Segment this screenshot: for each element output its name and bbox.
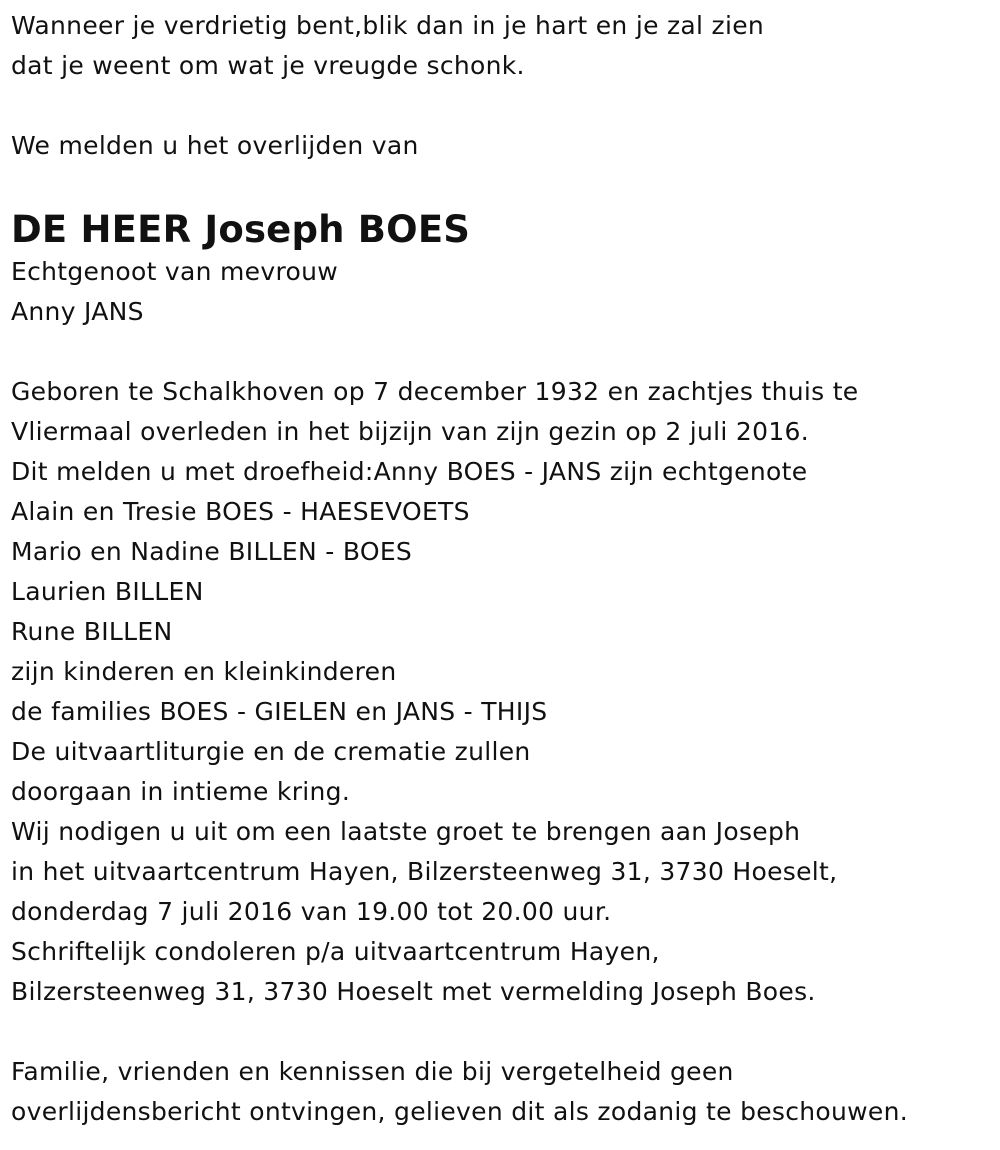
poem-line-2: dat je weent om wat je vreugde schonk. bbox=[11, 51, 525, 80]
body-line: Vliermaal overleden in het bijzijn van zijn gezin op 2 juli 2016. bbox=[11, 417, 809, 446]
body-line: De uitvaartliturgie en de crematie zullen bbox=[11, 737, 531, 766]
intro-text: We melden u het overlijden van bbox=[11, 131, 419, 160]
body-line: Wij nodigen u uit om een laatste groet te brengen aan Joseph bbox=[11, 817, 801, 846]
body-line: in het uitvaartcentrum Hayen, Bilzersteenweg 31, 3730 Hoeselt, bbox=[11, 857, 838, 886]
body-line: zijn kinderen en kleinkinderen bbox=[11, 657, 397, 686]
body-line: de families BOES - GIELEN en JANS - THIJS bbox=[11, 697, 548, 726]
spacer bbox=[11, 1012, 991, 1052]
body-line: Dit melden u met droefheid:Anny BOES - JANS zijn echtgenote bbox=[11, 457, 808, 486]
body-line: Bilzersteenweg 31, 3730 Hoeselt met vermelding Joseph Boes. bbox=[11, 977, 816, 1006]
body-line: Schriftelijk condoleren p/a uitvaartcentrum Hayen, bbox=[11, 937, 660, 966]
body-line: Geboren te Schalkhoven op 7 december 1932 en zachtjes thuis te bbox=[11, 377, 859, 406]
spouse-line-1: Echtgenoot van mevrouw bbox=[11, 257, 338, 286]
body-line: Laurien BILLEN bbox=[11, 577, 204, 606]
obituary-notice bbox=[11, 6, 991, 1132]
poem-line-1: Wanneer je verdrietig bent,blik dan in je hart en je zal zien bbox=[11, 11, 765, 40]
body-line: Mario en Nadine BILLEN - BOES bbox=[11, 537, 413, 566]
closing-line-1: Familie, vrienden en kennissen die bij vergetelheid geen bbox=[11, 1057, 734, 1086]
body-line: donderdag 7 juli 2016 van 19.00 tot 20.00 uur. bbox=[11, 897, 612, 926]
body-line: doorgaan in intieme kring. bbox=[11, 777, 351, 806]
body-line: Alain en Tresie BOES - HAESEVOETS bbox=[11, 497, 470, 526]
spacer bbox=[11, 166, 991, 206]
body-line: Rune BILLEN bbox=[11, 617, 173, 646]
closing-line-2: overlijdensbericht ontvingen, gelieven dit als zodanig te beschouwen. bbox=[11, 1097, 908, 1126]
spouse-line-2: Anny JANS bbox=[11, 297, 144, 326]
spacer bbox=[11, 86, 991, 126]
spacer bbox=[11, 332, 991, 372]
deceased-name: DE HEER Joseph BOES bbox=[11, 208, 471, 251]
